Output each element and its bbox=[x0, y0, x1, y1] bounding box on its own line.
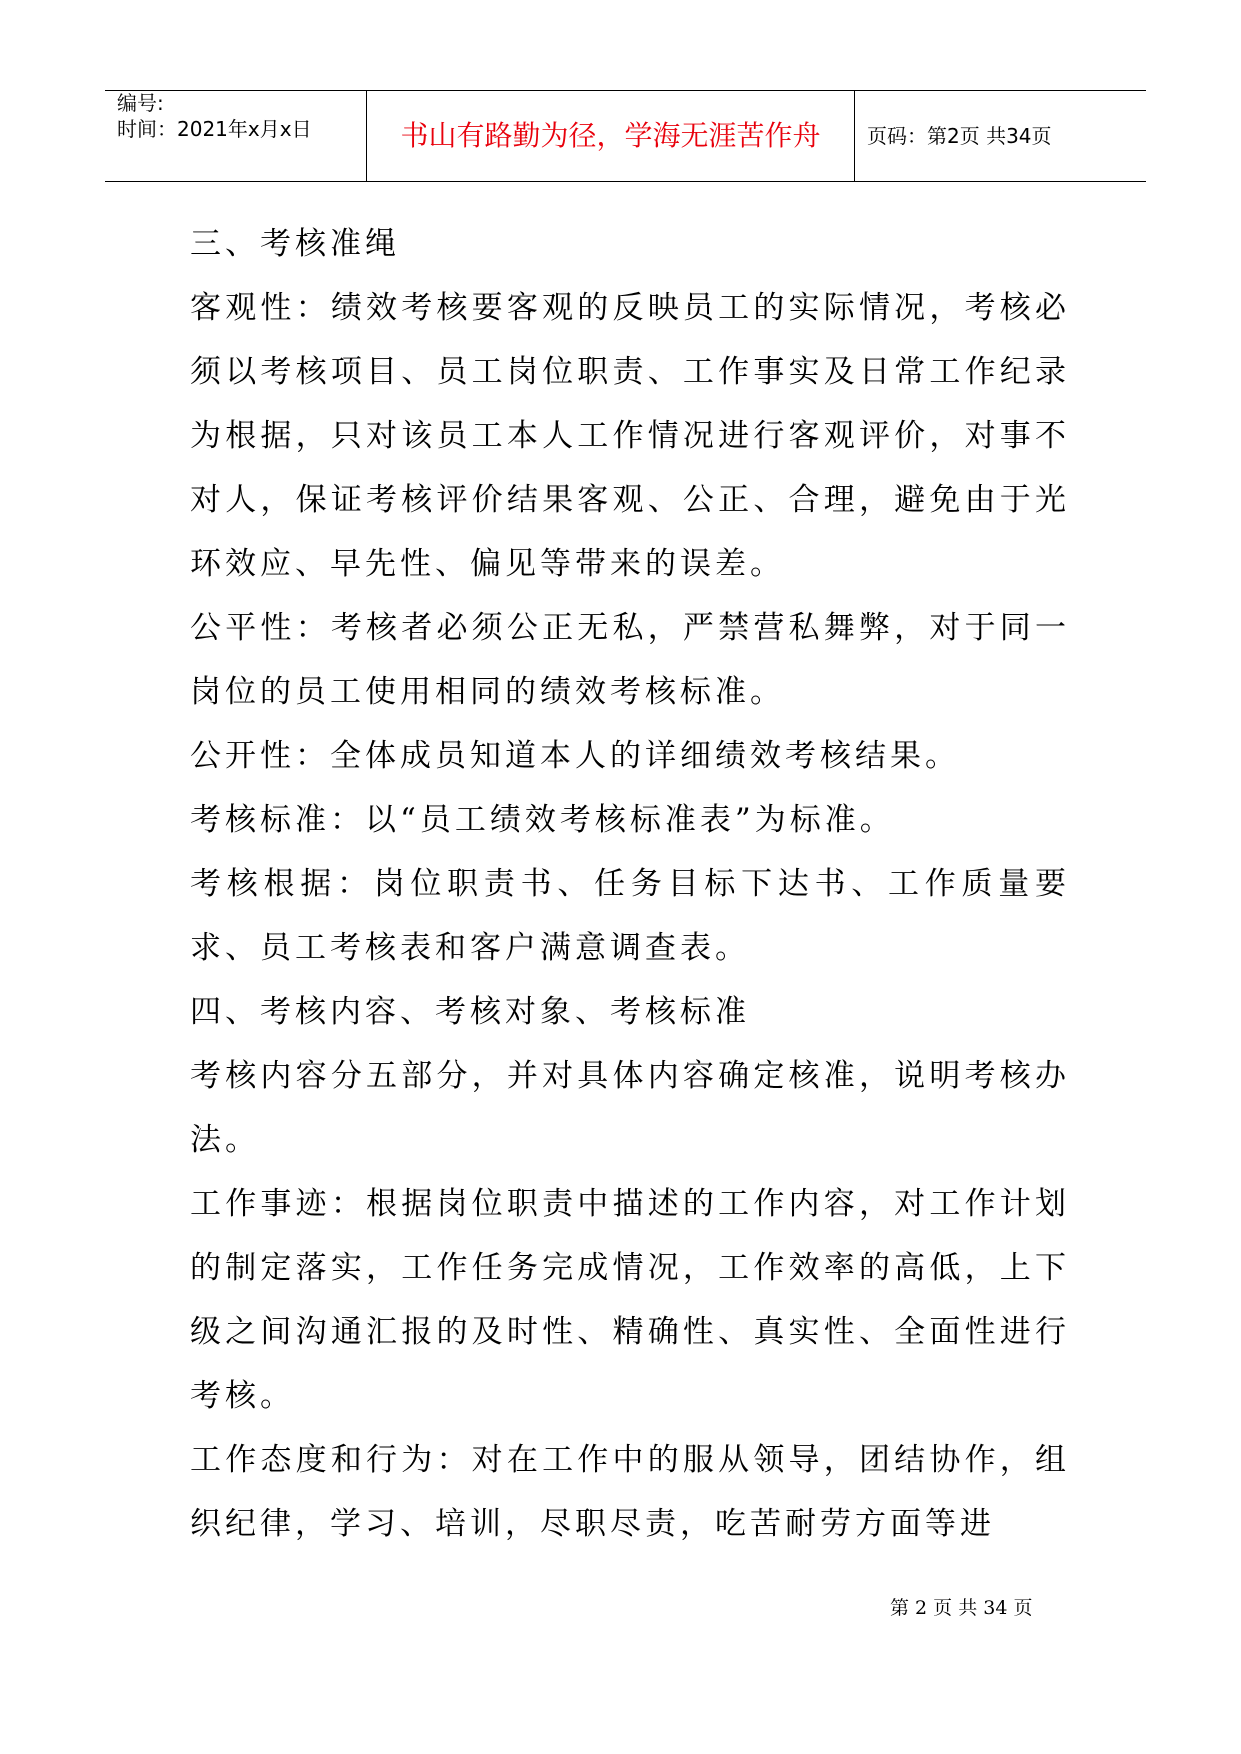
header-motto-cell bbox=[367, 91, 855, 181]
page-footer: 第 2 页 共 34 页 bbox=[890, 1597, 1033, 1619]
section-heading-content: 四、考核内容、考核对象、考核标准 bbox=[190, 994, 750, 1030]
header-page-code: 页码：第2页 共34页 bbox=[867, 124, 1052, 148]
paragraph-objectivity: 客观性：绩效考核要客观的反映员工的实际情况，考核必须以考核项目、员工岗位职责、工作事实及日常工作纪录为根据，只对该员工本人工作情况进行客观评价，对事不对人，保证考核评价结果客观、公正、合理，避免由于光环效应、早先性、偏见等带来的误差。 bbox=[190, 290, 1070, 582]
header-meta-cell bbox=[105, 91, 367, 181]
document-number-label: 编号: bbox=[117, 91, 164, 115]
header-page-cell bbox=[855, 91, 1146, 181]
page-header bbox=[105, 90, 1146, 182]
paragraph-assessment-basis: 考核根据：岗位职责书、任务目标下达书、工作质量要求、员工考核表和客户满意调查表。 bbox=[190, 866, 1070, 966]
section-heading-standards: 三、考核准绳 bbox=[190, 226, 400, 262]
document-date-label: 时间：2021年x月x日 bbox=[117, 117, 312, 141]
paragraph-assessment-standard: 考核标准：以“员工绩效考核标准表”为标准。 bbox=[190, 802, 895, 838]
paragraph-work-performance: 工作事迹：根据岗位职责中描述的工作内容，对工作计划的制定落实，工作任务完成情况，工作效率的高低，上下级之间沟通汇报的及时性、精确性、真实性、全面性进行考核。 bbox=[190, 1186, 1070, 1414]
document-body bbox=[190, 212, 1070, 1556]
paragraph-work-attitude: 工作态度和行为：对在工作中的服从领导，团结协作，组织纪律，学习、培训，尽职尽责，吃苦耐劳方面等进 bbox=[190, 1442, 1070, 1542]
paragraph-fairness: 公平性：考核者必须公正无私，严禁营私舞弊，对于同一岗位的员工使用相同的绩效考核标准。 bbox=[190, 610, 1070, 710]
paragraph-content-overview: 考核内容分五部分，并对具体内容确定核准，说明考核办法。 bbox=[190, 1058, 1070, 1158]
header-motto: 书山有路勤为径，学海无涯苦作舟 bbox=[400, 119, 821, 152]
paragraph-openness: 公开性：全体成员知道本人的详细绩效考核结果。 bbox=[190, 738, 960, 774]
